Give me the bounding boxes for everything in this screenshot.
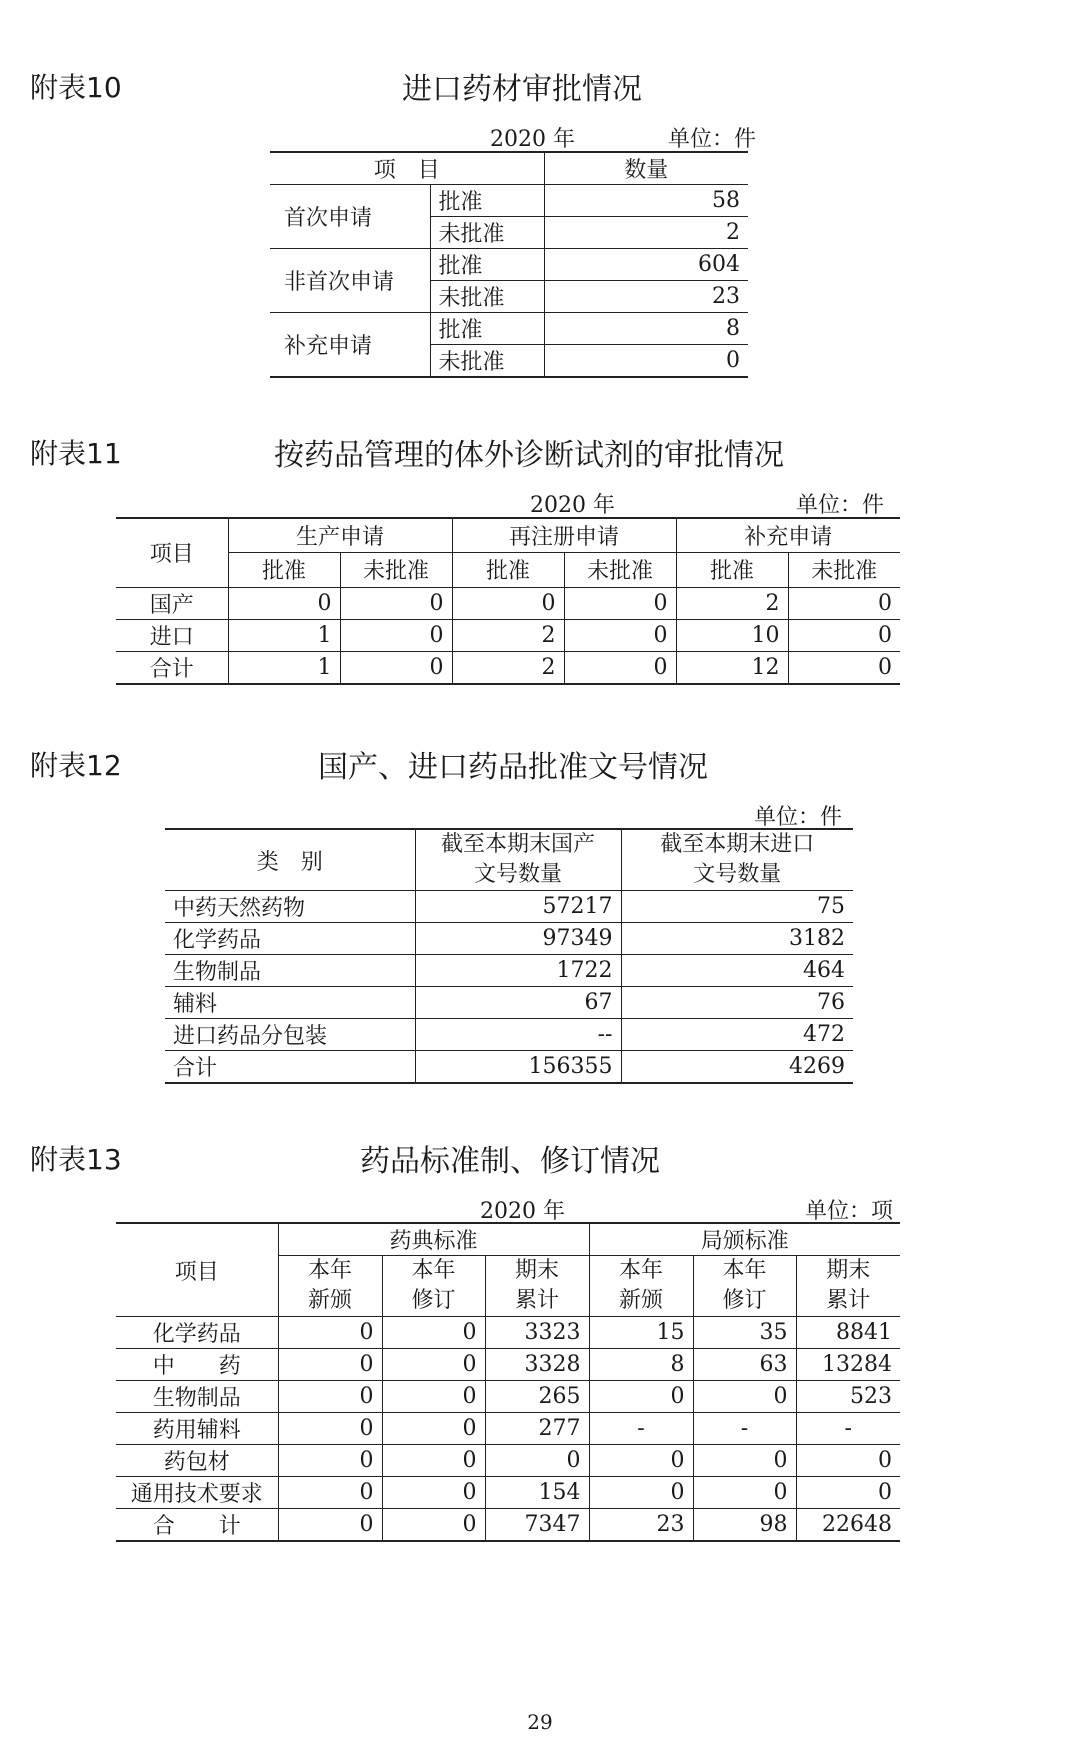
row-header: 项目 [116,518,228,587]
row-name: 进口药品分包装 [165,1019,415,1051]
header-imported [621,829,853,891]
value-cell: 0 [278,1381,382,1413]
subheader [382,1256,485,1317]
subheader-line: 本年 [307,1258,352,1283]
value-cell: 0 [788,651,900,684]
table12-title: 国产、进口药品批准文号情况 [318,750,708,785]
value-cell: 1 [228,619,340,651]
row-name: 生物制品 [116,1381,278,1413]
row-name: 合计 [116,651,228,684]
group-header: 局颁标准 [589,1223,900,1256]
table10-label: 附表10 [30,71,122,104]
table-row [116,1509,900,1542]
value-cell: 0 [278,1317,382,1349]
value-cell: 0 [382,1349,485,1381]
table-row [165,923,853,955]
table12 [165,828,853,1084]
table-row [165,1019,853,1051]
value-cell: 3182 [621,923,853,955]
value-cell: 3328 [485,1349,589,1381]
table13-title: 药品标准制、修订情况 [360,1144,660,1179]
table13 [116,1222,900,1542]
page-number: 29 [527,1710,553,1734]
group-header: 再注册申请 [452,518,676,552]
table-row [116,1381,900,1413]
row-name: 合 计 [116,1509,278,1542]
value-cell: 15 [589,1317,693,1349]
value-cell: 0 [340,619,452,651]
value-cell: 0 [452,587,564,619]
table12-unit: 单位：件 [754,805,843,830]
subheader-line: 期末 [826,1258,871,1283]
value-cell: 0 [788,619,900,651]
group-header: 药典标准 [278,1223,589,1256]
subheader [278,1256,382,1317]
value-cell: 0 [278,1349,382,1381]
table-row [270,249,748,281]
subheader-line: 累计 [514,1288,559,1313]
table-row [116,651,900,684]
value-cell: 0 [382,1477,485,1509]
value-cell: 10 [676,619,788,651]
value-cell: 2 [452,651,564,684]
table-row [116,587,900,619]
value-cell: 0 [382,1317,485,1349]
value-cell: 23 [589,1509,693,1542]
table-row [116,1413,900,1445]
row-name: 中 药 [116,1349,278,1381]
value-cell: 0 [340,651,452,684]
group-header: 生产申请 [228,518,452,552]
value-cell: 0 [796,1477,900,1509]
table-row [165,987,853,1019]
value-cell: 8841 [796,1317,900,1349]
header-imported-line1: 截至本期末进口 [660,832,815,857]
value-cell: 265 [485,1381,589,1413]
value-cell: 4269 [621,1051,853,1084]
subheader: 批准 [228,552,340,587]
value-cell: 98 [693,1509,796,1542]
header-imported-line2: 文号数量 [693,862,782,887]
header-count: 数量 [544,152,748,185]
table-row [165,955,853,987]
group-name: 补充申请 [270,313,430,378]
table13-year: 2020 年 [480,1199,565,1224]
value-cell: 0 [589,1381,693,1413]
table13-label: 附表13 [30,1143,122,1176]
subheader-line: 修订 [722,1288,767,1313]
value-cell: 0 [564,587,676,619]
subheader: 未批准 [564,552,676,587]
value-cell: 0 [340,587,452,619]
value-cell: 604 [544,249,748,281]
subheader-line: 期末 [514,1258,559,1283]
table11-label: 附表11 [30,437,122,470]
table11-unit: 单位：件 [796,493,885,518]
subheader-line: 本年 [722,1258,767,1283]
value-cell: 75 [621,891,853,923]
value-cell: 0 [278,1509,382,1542]
header-domestic [415,829,621,891]
subheader [589,1256,693,1317]
subheader-line: 本年 [618,1258,663,1283]
value-cell: 57217 [415,891,621,923]
table-header-row [116,518,900,552]
group-name: 首次申请 [270,185,430,249]
value-cell: - [589,1413,693,1445]
row-name: 进口 [116,619,228,651]
table-header-row [165,829,853,891]
row-name: 国产 [116,587,228,619]
value-cell: 464 [621,955,853,987]
value-cell: 67 [415,987,621,1019]
status-cell: 批准 [430,185,544,217]
value-cell: 0 [544,345,748,378]
table-row [270,185,748,217]
row-name: 生物制品 [165,955,415,987]
value-cell: -- [415,1019,621,1051]
table-row [116,619,900,651]
value-cell: 0 [382,1445,485,1477]
value-cell: 23 [544,281,748,313]
table10-title: 进口药材审批情况 [402,72,642,107]
value-cell: 0 [278,1445,382,1477]
table-subheader-row [116,552,900,587]
subheader [485,1256,589,1317]
row-name: 化学药品 [116,1317,278,1349]
value-cell: 1 [228,651,340,684]
value-cell: 0 [693,1445,796,1477]
table10-year: 2020 年 [490,127,575,152]
value-cell: 0 [228,587,340,619]
value-cell: - [693,1413,796,1445]
subheader [796,1256,900,1317]
subheader-line: 累计 [826,1288,871,1313]
row-name: 药包材 [116,1445,278,1477]
table10-unit: 单位：件 [668,127,757,152]
value-cell: 0 [382,1509,485,1542]
subheader-line: 修订 [411,1288,456,1313]
value-cell: 0 [693,1477,796,1509]
group-header: 补充申请 [676,518,900,552]
value-cell: 0 [382,1413,485,1445]
value-cell: 2 [452,619,564,651]
table-row [165,891,853,923]
header-category: 类 别 [165,829,415,891]
value-cell: 12 [676,651,788,684]
table12-label: 附表12 [30,749,122,782]
value-cell: 8 [544,313,748,345]
value-cell: 97349 [415,923,621,955]
table13-unit: 单位：项 [805,1199,894,1224]
value-cell: 58 [544,185,748,217]
value-cell: 0 [796,1445,900,1477]
value-cell: 22648 [796,1509,900,1542]
table-row [116,1445,900,1477]
value-cell: - [796,1413,900,1445]
subheader: 批准 [452,552,564,587]
subheader-line: 新颁 [618,1288,663,1313]
value-cell: 0 [485,1445,589,1477]
value-cell: 0 [564,619,676,651]
value-cell: 76 [621,987,853,1019]
row-name: 合计 [165,1051,415,1084]
table-row [165,1051,853,1084]
table-header-row [270,152,748,185]
status-cell: 批准 [430,249,544,281]
table11-title: 按药品管理的体外诊断试剂的审批情况 [274,438,784,473]
value-cell: 8 [589,1349,693,1381]
table-row [270,313,748,345]
value-cell: 0 [788,587,900,619]
value-cell: 3323 [485,1317,589,1349]
value-cell: 2 [544,217,748,249]
header-item: 项 目 [270,152,544,185]
subheader: 批准 [676,552,788,587]
value-cell: 0 [382,1381,485,1413]
row-name: 药用辅料 [116,1413,278,1445]
value-cell: 63 [693,1349,796,1381]
status-cell: 未批准 [430,281,544,313]
header-domestic-line1: 截至本期末国产 [440,832,595,857]
table-row [116,1349,900,1381]
table10 [270,151,748,378]
status-cell: 未批准 [430,217,544,249]
group-name: 非首次申请 [270,249,430,313]
subheader-line: 本年 [411,1258,456,1283]
value-cell: 277 [485,1413,589,1445]
row-name: 通用技术要求 [116,1477,278,1509]
value-cell: 156355 [415,1051,621,1084]
status-cell: 未批准 [430,345,544,378]
value-cell: 472 [621,1019,853,1051]
value-cell: 0 [278,1413,382,1445]
value-cell: 1722 [415,955,621,987]
subheader [693,1256,796,1317]
value-cell: 154 [485,1477,589,1509]
value-cell: 2 [676,587,788,619]
table-row [116,1317,900,1349]
row-name: 化学药品 [165,923,415,955]
table-header-row [116,1223,900,1256]
row-name: 辅料 [165,987,415,1019]
value-cell: 13284 [796,1349,900,1381]
value-cell: 0 [278,1477,382,1509]
table11 [116,517,900,685]
table-row [116,1477,900,1509]
value-cell: 0 [589,1477,693,1509]
value-cell: 0 [564,651,676,684]
subheader: 未批准 [788,552,900,587]
row-header: 项目 [116,1223,278,1317]
table11-year: 2020 年 [530,493,615,518]
value-cell: 35 [693,1317,796,1349]
value-cell: 0 [693,1381,796,1413]
value-cell: 7347 [485,1509,589,1542]
subheader-line: 新颁 [307,1288,352,1313]
header-domestic-line2: 文号数量 [473,862,562,887]
subheader: 未批准 [340,552,452,587]
row-name: 中药天然药物 [165,891,415,923]
status-cell: 批准 [430,313,544,345]
value-cell: 0 [589,1445,693,1477]
value-cell: 523 [796,1381,900,1413]
